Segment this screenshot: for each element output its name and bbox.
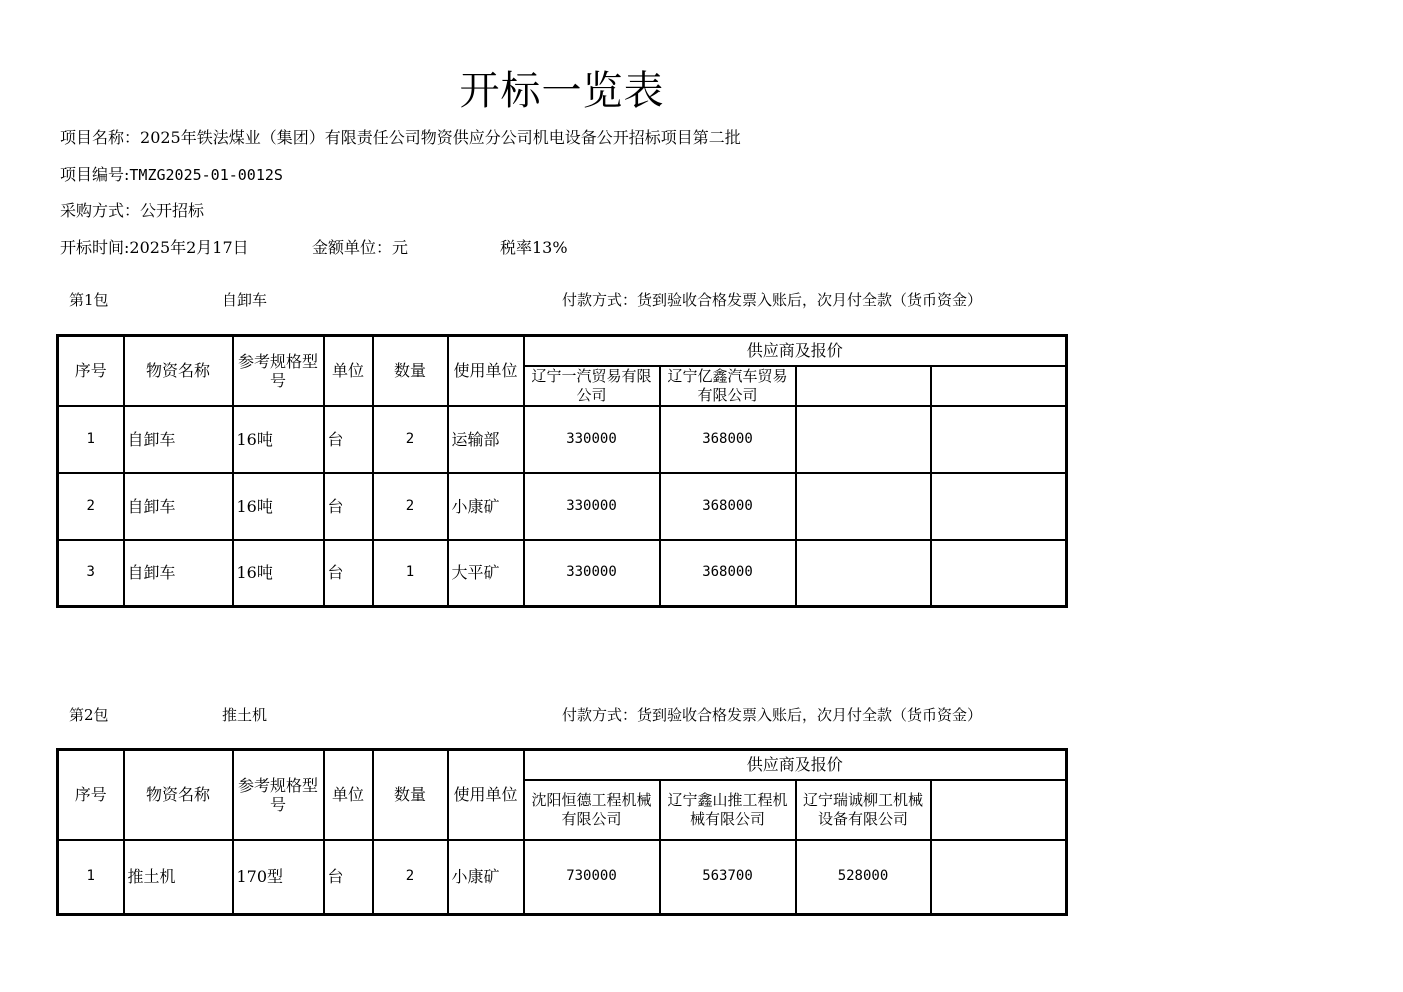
cell-name: 自卸车 (124, 473, 233, 540)
cell-price: 368000 (660, 406, 796, 473)
cell-price: 528000 (796, 840, 931, 915)
amount-unit-value: 元 (392, 238, 409, 257)
header-name: 物资名称 (124, 336, 233, 406)
cell-price (796, 473, 931, 540)
project-code-line (60, 164, 283, 186)
cell-price (931, 840, 1067, 915)
cell-qty: 1 (373, 540, 448, 607)
cell-unit: 台 (324, 840, 373, 915)
cell-name: 自卸车 (124, 540, 233, 607)
header-unit: 单位 (324, 336, 373, 406)
header-unit: 单位 (324, 750, 373, 840)
package-1-header (0, 289, 1100, 311)
table-row (58, 840, 1067, 915)
cell-price: 368000 (660, 473, 796, 540)
opening-time-label: 开标时间: (60, 238, 130, 257)
cell-spec: 170型 (233, 840, 324, 915)
payment-terms: 付款方式：货到验收合格发票入账后，次月付全款（货币资金） (562, 291, 983, 309)
cell-price: 330000 (524, 406, 660, 473)
project-code-label: 项目编号: (60, 165, 130, 184)
opening-time: 2025年2月17日 (129, 238, 249, 257)
supplier-name: 辽宁瑞诚柳工机械设备有限公司 (796, 780, 931, 840)
cell-seq: 1 (58, 406, 124, 473)
cell-qty: 2 (373, 406, 448, 473)
opening-info-line (60, 237, 568, 259)
procurement-method-label: 采购方式： (60, 201, 141, 220)
cell-price: 368000 (660, 540, 796, 607)
header-row (58, 336, 1067, 366)
package-item: 推土机 (222, 706, 268, 724)
header-row (58, 750, 1067, 780)
header-spec: 参考规格型号 (233, 750, 324, 840)
project-name-line (60, 127, 741, 149)
cell-price: 330000 (524, 540, 660, 607)
supplier-name (931, 780, 1067, 840)
cell-user: 小康矿 (448, 840, 524, 915)
cell-seq: 3 (58, 540, 124, 607)
header-qty: 数量 (373, 750, 448, 840)
amount-unit-label: 金额单位： (312, 238, 393, 257)
cell-price: 330000 (524, 473, 660, 540)
cell-name: 自卸车 (124, 406, 233, 473)
supplier-name (931, 366, 1067, 406)
cell-price: 563700 (660, 840, 796, 915)
header-name: 物资名称 (124, 750, 233, 840)
supplier-name: 沈阳恒德工程机械有限公司 (524, 780, 660, 840)
page-title: 开标一览表 (459, 68, 665, 114)
cell-qty: 2 (373, 840, 448, 915)
cell-unit: 台 (324, 406, 373, 473)
cell-user: 运输部 (448, 406, 524, 473)
cell-user: 大平矿 (448, 540, 524, 607)
procurement-method: 公开招标 (140, 201, 205, 220)
payment-terms: 付款方式：货到验收合格发票入账后，次月付全款（货币资金） (562, 706, 983, 724)
cell-seq: 1 (58, 840, 124, 915)
bid-table-package-1 (56, 334, 1068, 608)
cell-seq: 2 (58, 473, 124, 540)
tax-rate: 税率13% (500, 238, 568, 257)
cell-price (931, 540, 1067, 607)
header-user: 使用单位 (448, 336, 524, 406)
header-seq: 序号 (58, 336, 124, 406)
header-suppliers: 供应商及报价 (524, 336, 1067, 366)
amount-unit (312, 237, 408, 259)
cell-spec: 16吨 (233, 540, 324, 607)
project-code: TMZG2025-01-0012S (129, 166, 283, 184)
header-suppliers: 供应商及报价 (524, 750, 1067, 780)
cell-unit: 台 (324, 540, 373, 607)
header-user: 使用单位 (448, 750, 524, 840)
cell-price (931, 473, 1067, 540)
package-item: 自卸车 (222, 291, 268, 309)
project-name: 2025年铁法煤业（集团）有限责任公司物资供应分公司机电设备公开招标项目第二批 (140, 128, 741, 147)
cell-price: 730000 (524, 840, 660, 915)
header-seq: 序号 (58, 750, 124, 840)
table-row (58, 540, 1067, 607)
package-2-header (0, 704, 1100, 726)
cell-price (796, 540, 931, 607)
cell-unit: 台 (324, 473, 373, 540)
header-qty: 数量 (373, 336, 448, 406)
table-row (58, 406, 1067, 473)
supplier-name: 辽宁一汽贸易有限公司 (524, 366, 660, 406)
project-name-label: 项目名称： (60, 128, 141, 147)
cell-spec: 16吨 (233, 473, 324, 540)
cell-user: 小康矿 (448, 473, 524, 540)
cell-price (931, 406, 1067, 473)
cell-name: 推土机 (124, 840, 233, 915)
cell-spec: 16吨 (233, 406, 324, 473)
bid-table-package-2 (56, 748, 1068, 916)
supplier-name: 辽宁鑫山推工程机械有限公司 (660, 780, 796, 840)
supplier-name (796, 366, 931, 406)
table-row (58, 473, 1067, 540)
package-label: 第2包 (69, 706, 109, 724)
package-label: 第1包 (69, 291, 109, 309)
cell-qty: 2 (373, 473, 448, 540)
procurement-method-line (60, 200, 204, 222)
header-spec: 参考规格型号 (233, 336, 324, 406)
cell-price (796, 406, 931, 473)
supplier-name: 辽宁亿鑫汽车贸易有限公司 (660, 366, 796, 406)
